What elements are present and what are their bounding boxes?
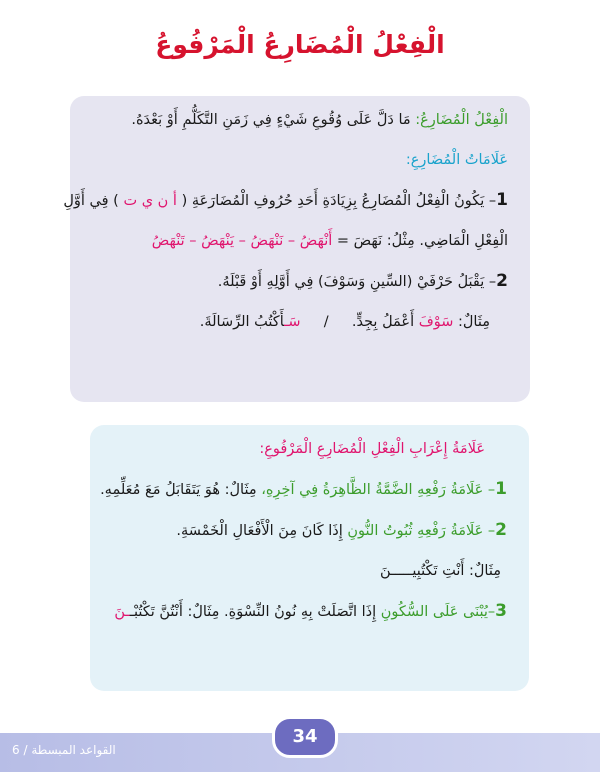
rule-number: 2: [495, 520, 507, 540]
example-separator: /: [323, 314, 329, 330]
sign-item-2: [92, 271, 508, 292]
example-particle-2: سَـ: [284, 314, 301, 330]
definition-box: [63, 96, 530, 402]
example-label: مِثَالٌ:: [458, 314, 490, 330]
rule-example: مِثَالٌ: أَنْتِ تَكْتُبِيـــــنَ: [380, 563, 501, 579]
sign-item-2-example: [92, 312, 508, 332]
definition-line: [92, 110, 508, 130]
rule-example-label: مِثَالٌ: أَنْتُنَّ تَكْتُبْـ: [129, 604, 220, 620]
rule-rest-text: إِذَا كَانَ مِنَ الْأَفْعَالِ الْخَمْسَةِ.: [176, 523, 343, 539]
rule-number: 3: [495, 601, 507, 621]
example-word-1: أَنْهَضُ: [299, 233, 333, 249]
definition-term: الْفِعْلُ الْمُضَارِعُ:: [415, 112, 508, 128]
item-text: – يَقْبَلُ حَرْفَيْ (السِّينِ وَسَوْفَ) فِي أَوَّلِهِ أَوْ قَبْلَهُ.: [217, 274, 497, 290]
example-rest-1: أَعْمَلُ بِجِدٍّ.: [351, 314, 415, 330]
rule-item-2: [112, 520, 507, 541]
example-word-3: – يَنْهَضُ: [201, 233, 246, 249]
example-rest-2: أَكْتُبُ الرِّسَالَةَ.: [199, 314, 285, 330]
page-title: الْفِعْلُ الْمُضَارِعُ الْمَرْفُوعُ: [155, 30, 445, 59]
item-text-end: ) فِي أَوَّلِ: [63, 193, 119, 209]
rule-example-end: ـنَ: [114, 604, 130, 620]
sign-item-1-example: [92, 231, 508, 251]
definition-text: مَا دَلَّ عَلَى وُقُوعِ شَيْءٍ فِي زَمَنِ التَّكَلُّمِ أَوْ بَعْدَهُ.: [131, 112, 411, 128]
item-text: – يَكُونُ الْفِعْلُ الْمُضَارِعُ بِزِيَادَةِ أَحَدِ حُرُوفِ الْمُضَارَعَةِ (: [181, 193, 497, 209]
rule-green-text: –يُبْنَى عَلَى السُّكُونِ: [380, 604, 496, 620]
rule-item-2-example: [112, 561, 507, 581]
rule-number: 1: [495, 479, 507, 499]
rule-green-text: – عَلَامَةُ رَفْعِهِ الضَّمَّةُ الظَّاهِرَةُ فِي آخِرِهِ،: [261, 482, 496, 498]
sign-item-1: [63, 190, 508, 211]
prefix-letters: أ ن ي ت: [123, 193, 177, 209]
example-word-2: – نَنْهَضُ: [250, 233, 296, 249]
example-particle-1: سَوْفَ: [418, 314, 454, 330]
rules-heading: عَلَامَةُ إِعْرَابِ الْفِعْلِ الْمُضَارِعِ الْمَرْفُوعِ:: [259, 441, 485, 457]
page-number: 34: [272, 716, 338, 758]
book-label: القواعد المبسطة / 6: [12, 743, 116, 757]
rule-green-text: – عَلَامَةُ رَفْعِهِ ثُبُوتُ النُّونِ: [347, 523, 496, 539]
item-number: 2: [496, 271, 508, 291]
rule-item-1: [100, 479, 507, 500]
example-intro: الْفِعْلِ الْمَاضِي. مِثْلُ: نَهَضَ =: [336, 233, 508, 249]
item-number: 1: [496, 190, 508, 210]
rule-rest-text: مِثَالٌ: هُوَ يَتَقَابَلُ مَعَ مُعَلِّمِهِ.: [100, 482, 257, 498]
rule-item-3: [112, 601, 507, 622]
rule-rest-text: إِذَا اتَّصَلَتْ بِهِ نُونُ النِّسْوَةِ.: [224, 604, 377, 620]
rules-box: [90, 425, 529, 691]
example-word-4: – تَنْهَضُ: [151, 233, 197, 249]
signs-heading: عَلَامَاتُ الْمُضَارِعِ:: [405, 152, 508, 168]
